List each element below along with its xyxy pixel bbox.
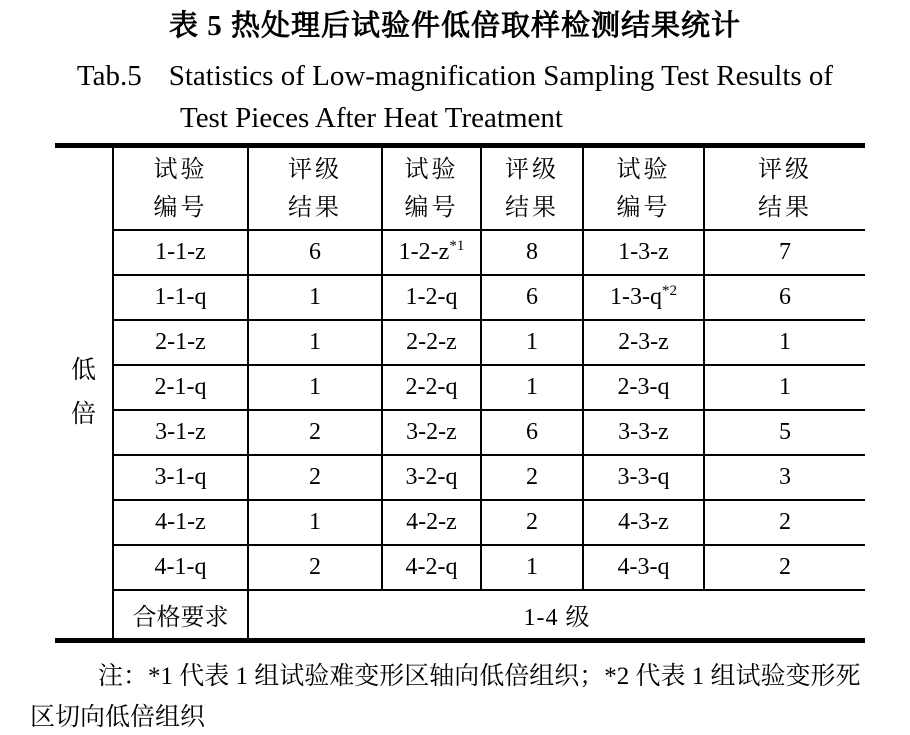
header-line: 结果 <box>758 194 812 221</box>
test-number-cell: 3-3-z <box>583 410 704 455</box>
test-number-cell: 1-1-z <box>113 230 248 275</box>
table-row <box>55 545 865 590</box>
table-row <box>55 500 865 545</box>
test-number-cell: 4-1-z <box>113 500 248 545</box>
header-row <box>55 148 865 230</box>
qualification-row <box>55 590 865 638</box>
header-cell-test-number <box>113 148 248 230</box>
header-cell-test-number <box>382 148 481 230</box>
header-line: 评级 <box>505 156 559 183</box>
qualification-label-cell: 合格要求 <box>113 590 248 638</box>
table-row <box>55 410 865 455</box>
test-number-cell: 3-1-z <box>113 410 248 455</box>
header-line: 试验 <box>616 156 671 183</box>
rating-result-cell: 2 <box>481 500 583 545</box>
rating-result-cell: 1 <box>481 545 583 590</box>
header-cell-rating-result <box>704 148 865 230</box>
rating-result-cell: 8 <box>481 230 583 275</box>
rating-result-cell: 3 <box>704 455 865 500</box>
results-table <box>55 148 865 638</box>
rating-result-cell: 1 <box>248 275 382 320</box>
rating-result-cell: 7 <box>704 230 865 275</box>
header-line: 评级 <box>288 156 342 183</box>
rating-result-cell: 2 <box>481 455 583 500</box>
test-number-cell: 4-3-q <box>583 545 704 590</box>
header-line: 编号 <box>153 194 208 221</box>
table-title-english-continuation: Test Pieces After Heat Treatment <box>180 102 563 134</box>
table-row <box>55 275 865 320</box>
rating-result-cell: 2 <box>248 455 382 500</box>
test-number-cell: 3-2-z <box>382 410 481 455</box>
note-line: 注：*1 代表 1 组试验难变形区轴向低倍组织；*2 代表 1 组试验变形死 <box>98 663 861 690</box>
rating-result-cell: 1 <box>248 500 382 545</box>
header-line: 评级 <box>758 156 812 183</box>
header-cell-rating-result <box>248 148 382 230</box>
table-body <box>55 148 865 638</box>
table-row <box>55 320 865 365</box>
test-number-cell: 2-1-q <box>113 365 248 410</box>
rating-result-cell: 1 <box>481 320 583 365</box>
qualification-value-cell: 1-4 级 <box>248 590 865 638</box>
test-number-cell: 1-2-q <box>382 275 481 320</box>
note-line: 区切向低倍组织 <box>30 704 206 731</box>
rating-result-cell: 2 <box>248 545 382 590</box>
rating-result-cell: 2 <box>704 500 865 545</box>
table-note <box>30 656 886 735</box>
test-number-cell: 3-1-q <box>113 455 248 500</box>
rating-result-cell: 2 <box>704 545 865 590</box>
table-row <box>55 455 865 500</box>
rating-result-cell: 1 <box>481 365 583 410</box>
table-row <box>55 230 865 275</box>
table-number-label: Tab.5 <box>76 60 142 92</box>
rating-result-cell: 1 <box>248 365 382 410</box>
test-number-cell: $1-2-z^{*1}$ <box>382 230 481 275</box>
results-table-wrapper <box>55 143 865 643</box>
header-cell-test-number <box>583 148 704 230</box>
header-line: 试验 <box>404 156 459 183</box>
rating-result-cell: 1 <box>248 320 382 365</box>
test-number-cell: 2-2-q <box>382 365 481 410</box>
table-title-chinese: 表 5 热处理后试验件低倍取样检测结果统计 <box>168 10 741 42</box>
header-cell-rating-result <box>481 148 583 230</box>
test-number-cell: 2-3-z <box>583 320 704 365</box>
rating-result-cell: 2 <box>248 410 382 455</box>
rating-result-cell: 5 <box>704 410 865 455</box>
test-number-cell: 2-2-z <box>382 320 481 365</box>
rating-result-cell: 6 <box>481 410 583 455</box>
test-number-cell: 2-3-q <box>583 365 704 410</box>
header-line: 编号 <box>616 194 671 221</box>
rating-result-cell: 1 <box>704 365 865 410</box>
header-line: 试验 <box>153 156 208 183</box>
rating-result-cell: 6 <box>704 275 865 320</box>
test-number-cell: 1-3-z <box>583 230 704 275</box>
header-line: 编号 <box>404 194 459 221</box>
table-row <box>55 365 865 410</box>
header-line: 结果 <box>505 194 559 221</box>
footnote-marker: *1 <box>449 238 465 254</box>
test-number-cell: 1-1-q <box>113 275 248 320</box>
test-number-cell: 4-2-q <box>382 545 481 590</box>
rating-result-cell: 6 <box>248 230 382 275</box>
table-title-english <box>0 55 910 97</box>
test-number-cell: 4-2-z <box>382 500 481 545</box>
rating-result-cell: 6 <box>481 275 583 320</box>
test-number-cell: 2-1-z <box>113 320 248 365</box>
test-number-cell: $1-3-q^{*2}$ <box>583 275 704 320</box>
test-number-cell: 3-2-q <box>382 455 481 500</box>
side-label: 低倍 <box>70 357 96 428</box>
test-number-cell: 4-1-q <box>113 545 248 590</box>
side-label-cell <box>55 148 113 638</box>
header-line: 结果 <box>288 194 342 221</box>
table-title-english-text: Statistics of Low-magnification Sampling Test Results of <box>168 60 834 92</box>
page <box>0 5 910 735</box>
test-number-cell: 3-3-q <box>583 455 704 500</box>
rating-result-cell: 1 <box>704 320 865 365</box>
test-number-cell: 4-3-z <box>583 500 704 545</box>
footnote-marker: *2 <box>661 283 677 299</box>
